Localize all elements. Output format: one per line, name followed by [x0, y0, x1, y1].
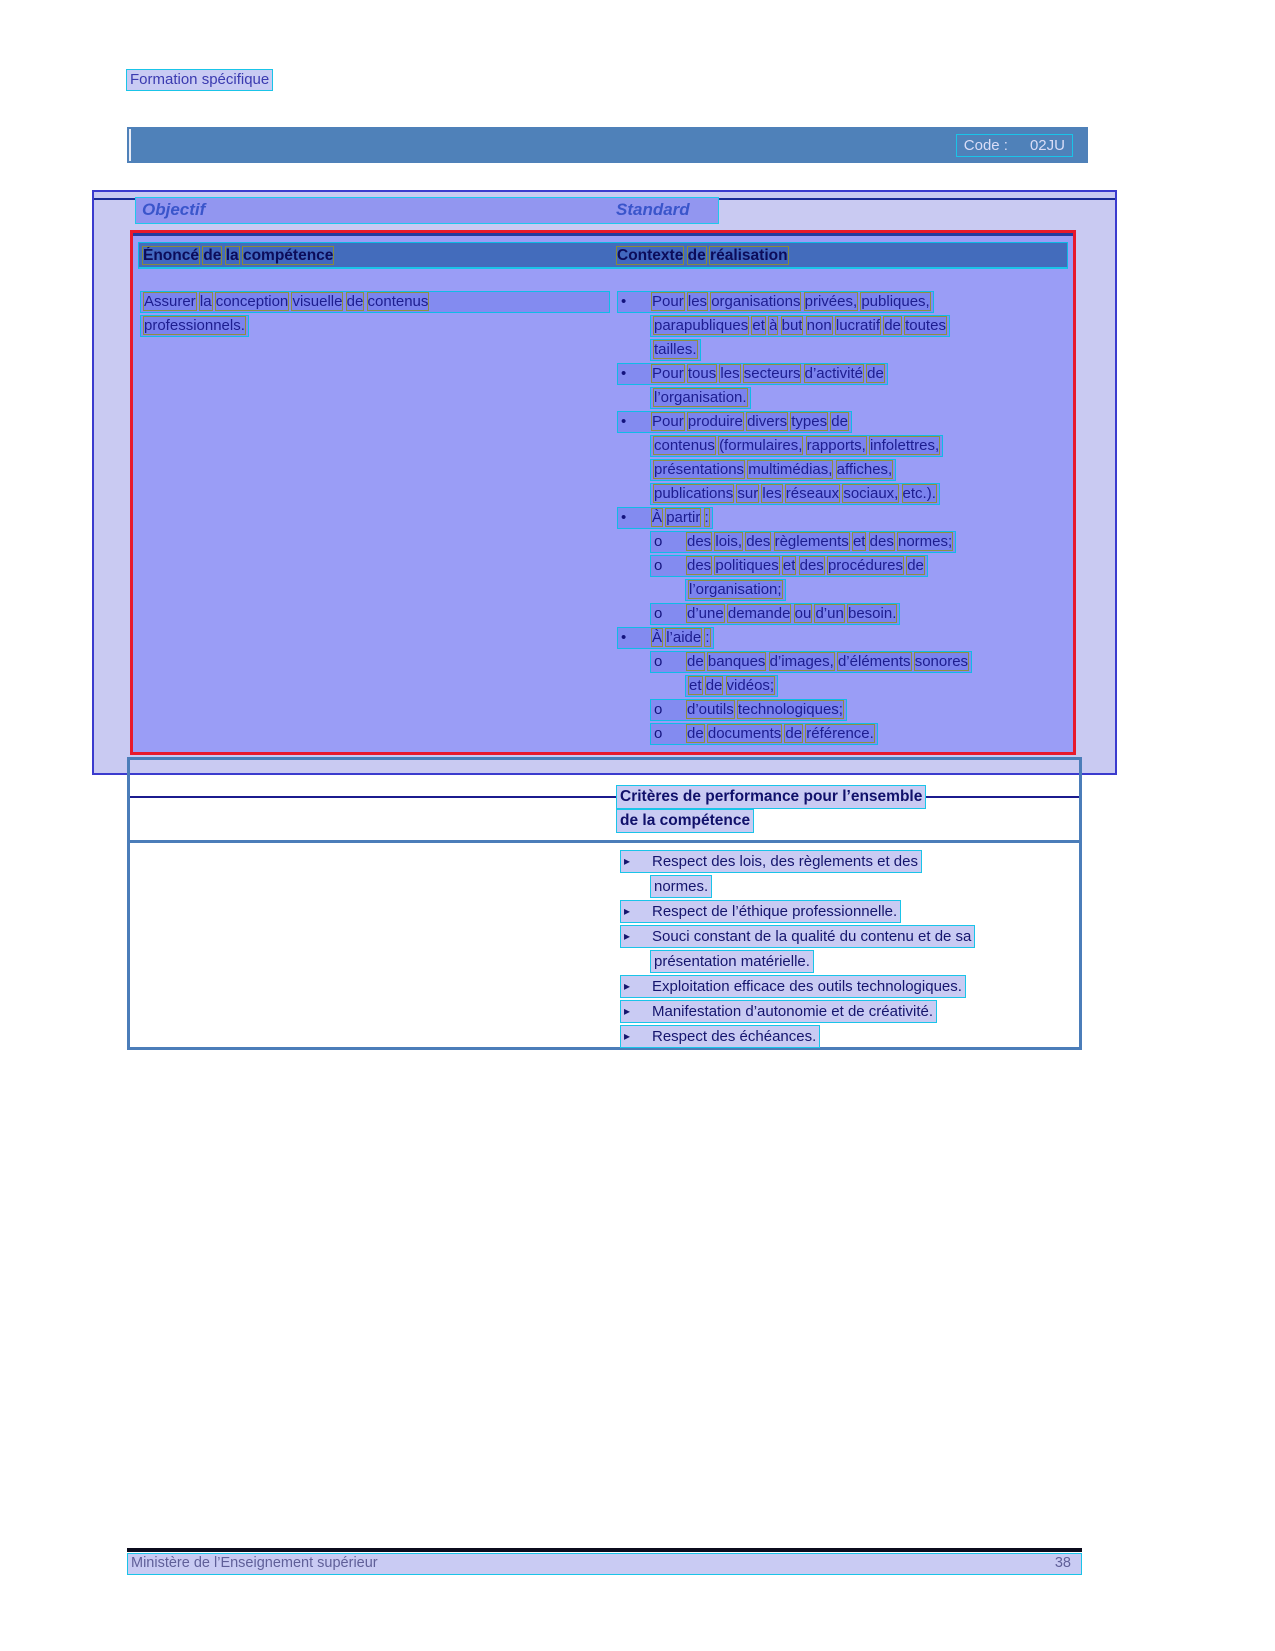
criteria-line: présentation matérielle. — [650, 950, 814, 973]
arrow-bullet-icon: ▸ — [624, 904, 631, 918]
competence-line: professionnels. — [140, 315, 249, 337]
context-text: Pour produire divers types de — [652, 413, 848, 430]
context-line — [650, 555, 928, 577]
context-text: À l’aide : — [652, 629, 710, 646]
context-line — [650, 603, 900, 625]
col-header-enonce: Énoncé de la compétence — [143, 247, 334, 264]
competence-table — [130, 230, 1076, 755]
context-text: Pour tous les secteurs d’activité de — [652, 365, 884, 382]
context-text: d’outils technologiques; — [687, 701, 843, 718]
context-line — [650, 531, 956, 553]
table-header-row — [138, 242, 1068, 269]
context-line: parapubliques et à but non lucratif de toutes — [650, 315, 950, 337]
context-text: d’une demande ou d’un besoin. — [687, 605, 897, 622]
context-line: publications sur les réseaux sociaux, etc.). — [650, 483, 940, 505]
code-value: 02JU — [1029, 137, 1065, 154]
context-line — [650, 699, 847, 721]
criteria-line — [620, 1000, 937, 1023]
context-line — [617, 411, 852, 433]
criteria-text: Respect des échéances. — [652, 1028, 817, 1045]
context-text: des politiques et des procédures de — [687, 557, 924, 574]
context-line: contenus (formulaires, rapports, infolettres, — [650, 435, 943, 457]
context-line — [617, 363, 888, 385]
bullet-icon: • — [621, 413, 627, 430]
competence-line: Assurer la conception visuelle de contenus — [140, 291, 610, 313]
circle-bullet-icon: o — [654, 557, 663, 574]
arrow-bullet-icon: ▸ — [624, 1004, 631, 1018]
context-line: tailles. — [650, 339, 701, 361]
criteria-text: Respect des lois, des règlements et des — [652, 853, 918, 870]
criteria-text: Souci constant de la qualité du contenu et de sa — [652, 928, 972, 945]
bullet-icon: • — [621, 629, 627, 646]
criteria-inner-rule — [130, 796, 1079, 798]
context-text: de banques d’images, d’éléments sonores — [687, 653, 969, 670]
objective-standard-strip — [135, 197, 719, 224]
objective-standard-box — [92, 190, 1117, 775]
context-line — [650, 651, 972, 673]
context-line — [617, 507, 713, 529]
criteria-separator — [130, 840, 1079, 843]
objectif-heading: Objectif — [142, 200, 206, 219]
criteria-text: Exploitation efficace des outils technologiques. — [652, 978, 962, 995]
criteria-line — [620, 975, 966, 998]
circle-bullet-icon: o — [654, 701, 663, 718]
criteria-text: Respect de l’éthique professionnelle. — [652, 903, 898, 920]
criteria-line — [620, 850, 922, 873]
context-text: des lois, des règlements et des normes; — [687, 533, 953, 550]
page-number: 38 — [1054, 1555, 1071, 1571]
title-banner — [127, 127, 1088, 163]
context-line: l’organisation; — [685, 579, 786, 601]
standard-heading: Standard — [616, 200, 690, 219]
bullet-icon: • — [621, 293, 627, 310]
criteria-line — [620, 1025, 820, 1048]
context-line — [617, 291, 934, 313]
criteria-heading-line: Critères de performance pour l’ensemble — [616, 785, 926, 809]
circle-bullet-icon: o — [654, 653, 663, 670]
criteria-table — [127, 757, 1082, 1050]
col-header-contexte: Contexte de réalisation — [617, 247, 788, 264]
arrow-bullet-icon: ▸ — [624, 854, 631, 868]
footer-ministry: Ministère de l’Enseignement supérieur — [131, 1555, 378, 1571]
criteria-text: Manifestation d’autonomie et de créativité. — [652, 1003, 933, 1020]
code-label: Code : — [963, 137, 1008, 154]
table-top-rule — [133, 233, 1073, 236]
circle-bullet-icon: o — [654, 605, 663, 622]
criteria-line — [620, 925, 975, 948]
context-line — [617, 627, 714, 649]
footer-strip — [127, 1553, 1082, 1575]
bullet-icon: • — [621, 509, 627, 526]
circle-bullet-icon: o — [654, 533, 663, 550]
arrow-bullet-icon: ▸ — [624, 1029, 631, 1043]
arrow-bullet-icon: ▸ — [624, 929, 631, 943]
context-line: et de vidéos; — [685, 675, 778, 697]
criteria-heading-line: de la compétence — [616, 809, 754, 833]
circle-bullet-icon: o — [654, 725, 663, 742]
context-text: À partir : — [652, 509, 709, 526]
section-label: Formation spécifique — [126, 69, 273, 91]
criteria-line: normes. — [650, 875, 712, 898]
code-badge — [956, 134, 1073, 157]
criteria-line — [620, 900, 901, 923]
bullet-icon: • — [621, 365, 627, 382]
context-line: l’organisation. — [650, 387, 751, 409]
context-text: de documents de référence. — [687, 725, 874, 742]
footer-rule — [127, 1548, 1082, 1552]
context-text: Pour les organisations privées, publiques, — [652, 293, 930, 310]
banner-left-line — [129, 129, 131, 161]
arrow-bullet-icon: ▸ — [624, 979, 631, 993]
context-line — [650, 723, 878, 745]
context-line: présentations multimédias, affiches, — [650, 459, 896, 481]
